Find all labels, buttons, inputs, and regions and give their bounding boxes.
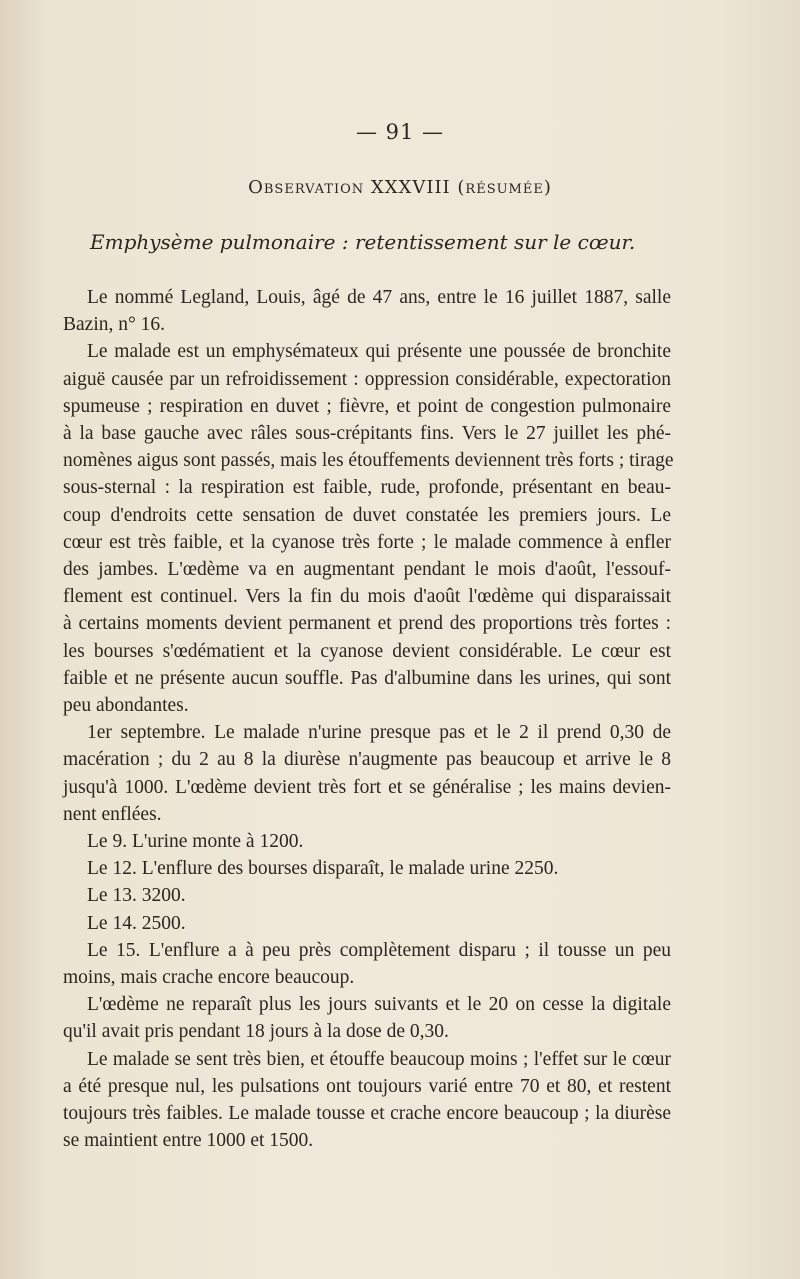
text-line: 1er septembre. Le malade n'urine presque pas et le 2 il prend 0,30 de <box>87 722 671 744</box>
text-line: Le 14. 2500. <box>87 912 186 934</box>
text-line: coup d'endroits cette sensation de duvet constatée les premiers jours. Le <box>63 504 671 526</box>
text-line: sous-sternal : la respiration est faible, rude, profonde, présentant en beau- <box>63 477 671 499</box>
text-line: Bazin, n° 16. <box>63 314 166 336</box>
text-line: moins, mais crache encore beaucoup. <box>63 967 355 989</box>
page-number: — 91 — <box>355 120 445 144</box>
observation-title: Observation XXXVIII (résumée) <box>248 177 552 198</box>
text-line: se maintient entre 1000 et 1500. <box>63 1130 314 1152</box>
text-line: Le 9. L'urine monte à 1200. <box>87 831 304 853</box>
text-line: nomènes aigus sont passés, mais les étouffements deviennent très forts ; tirage <box>63 450 674 472</box>
text-line: L'œdème ne reparaît plus les jours suivants et le 20 on cesse la digitale <box>87 994 671 1016</box>
text-line: peu abondantes. <box>63 695 189 717</box>
observation-subtitle: Emphysème pulmonaire : retentissement sur le cœur. <box>90 230 636 254</box>
text-line: a été presque nul, les pulsations ont toujours varié entre 70 et 80, et restent <box>63 1075 671 1097</box>
text-line: les bourses s'œdématient et la cyanose devient considérable. Le cœur est <box>63 640 671 662</box>
text-line: macération ; du 2 au 8 la diurèse n'augmente pas beaucoup et arrive le 8 <box>63 749 671 771</box>
text-line: toujours très faibles. Le malade tousse et crache encore beaucoup ; la diurèse <box>63 1103 671 1125</box>
text-line: Le 15. L'enflure a à peu près complètement disparu ; il tousse un peu <box>87 939 671 961</box>
text-line: flement est continuel. Vers la fin du mois d'août l'œdème qui disparaissait <box>63 586 671 608</box>
text-line: spumeuse ; respiration en duvet ; fièvre, et point de congestion pulmonaire <box>63 395 671 417</box>
text-line: cœur est très faible, et la cyanose très forte ; le malade commence à enfler <box>63 531 671 553</box>
text-line: à la base gauche avec râles sous-crépitants fins. Vers le 27 juillet les phé- <box>63 423 671 445</box>
text-line: Le nommé Legland, Louis, âgé de 47 ans, entre le 16 juillet 1887, salle <box>87 287 671 308</box>
text-line: Le malade est un emphysémateux qui présente une poussée de bronchite <box>87 341 671 363</box>
text-line: jusqu'à 1000. L'œdème devient très fort et se généralise ; les mains devien- <box>63 776 671 798</box>
text-line: qu'il avait pris pendant 18 jours à la dose de 0,30. <box>63 1021 449 1043</box>
observation-body <box>63 284 674 1155</box>
text-line: Le 12. L'enflure des bourses disparaît, le malade urine 2250. <box>87 858 559 880</box>
text-line: faible et ne présente aucun souffle. Pas d'albumine dans les urines, qui sont <box>63 667 671 689</box>
text-line: aiguë causée par un refroidissement : oppression considérable, expectoration <box>63 368 671 390</box>
text-line: des jambes. L'œdème va en augmentant pendant le mois d'août, l'essouf- <box>63 559 671 581</box>
text-line: Le 13. 3200. <box>87 885 186 907</box>
text-line: à certains moments devient permanent et prend des proportions très fortes : <box>63 613 671 635</box>
text-line: Le malade se sent très bien, et étouffe beaucoup moins ; l'effet sur le cœur <box>87 1048 671 1070</box>
text-line: nent enflées. <box>63 803 162 825</box>
